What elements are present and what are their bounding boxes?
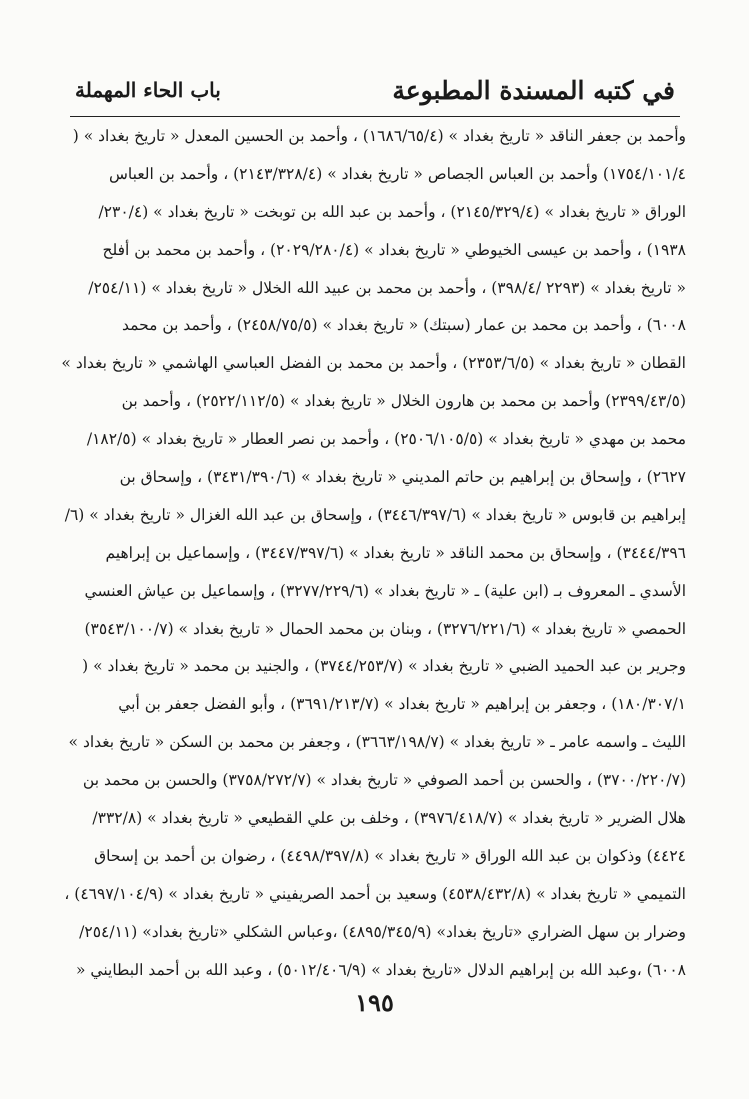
page-header (75, 70, 675, 110)
text-line: الوراق « تاريخ بغداد » (٢١٤٥/٣٢٩/٤) ، وأحمد بن عبد الله بن توبخت « تاريخ بغداد » (٢٣٠/٤/ (98, 202, 686, 221)
text-line: ١٨٠/٣٠٧/١) ، وجعفر بن إبراهيم « تاريخ بغداد » (٣٦٩١/٢١٣/٧) ، وأبو الفضل جعفر بن أبي (118, 695, 686, 714)
text-line: القطان « تاريخ بغداد » (٢٣٥٣/٦/٥) ، وأحمد بن محمد بن الفضل العباسي الهاشمي « تاريخ بغداد » (61, 354, 686, 373)
text-line: « تاريخ بغداد » (٢٢٩٣ /٣٩٨/٤) ، وأحمد بن محمد بن عبيد الله الخلال « تاريخ بغداد » (٢٥٤/١١/ (88, 278, 686, 297)
text-line: الليث ـ واسمه عامر ـ « تاريخ بغداد » (٣٦٦٣/١٩٨/٧) ، وجعفر بن محمد بن السكن « تاريخ بغداد » (68, 733, 686, 752)
text-line: الحمصي « تاريخ بغداد » (٣٢٧٦/٢٢١/٦) ، وبنان بن محمد الحمال « تاريخ بغداد » (٣٥٤٣/١٠٠/٧) (84, 619, 686, 638)
text-line: ١٩٣٨) ، وأحمد بن عيسى الخيوطي « تاريخ بغداد » (٢٠٢٩/٢٨٠/٤) ، وأحمد بن محمد بن أفلح (102, 240, 686, 259)
text-line: ٦٠٠٨) ، وأحمد بن محمد بن عمار (سبتك) « تاريخ بغداد » (٢٤٥٨/٧٥/٥) ، وأحمد بن محمد (122, 316, 686, 335)
text-line: التميمي « تاريخ بغداد » (٤٥٣٨/٤٣٢/٨) وسعيد بن أحمد الصريفيني « تاريخ بغداد » (٤٦٩٧/١٠٤/٩) ، (64, 884, 686, 903)
text-line: إبراهيم بن قابوس « تاريخ بغداد » (٣٤٤٦/٣٩٧/٦) ، وإسحاق بن عبد الله الغزال « تاريخ بغداد » (٦/ (64, 505, 686, 524)
text-line: ٢٦٢٧) ، وإسحاق بن إبراهيم بن حاتم المديني « تاريخ بغداد » (٣٤٣١/٣٩٠/٦) ، وإسحاق بن (119, 468, 686, 487)
text-line: محمد بن مهدي « تاريخ بغداد » (٢٥٠٦/١٠٥/٥) ، وأحمد بن نصر العطار « تاريخ بغداد » (١٨٢/٥/ (86, 430, 686, 449)
text-line: هلال الضرير « تاريخ بغداد » (٣٩٧٦/٤١٨/٧) ، وخلف بن علي القطيعي « تاريخ بغداد » (٣٣٢/٨/ (92, 809, 686, 828)
body-text (60, 118, 686, 989)
text-line: ٤٤٢٤) وذكوان بن عبد الله الوراق « تاريخ بغداد » (٤٤٩٨/٣٩٧/٨) ، رضوان بن أحمد بن إسحاق (94, 846, 686, 865)
book-title: في كتبه المسندة المطبوعة (392, 75, 675, 105)
chapter-title: باب الحاء المهملة (75, 78, 221, 102)
text-line: (٣٧٠٠/٢٢٠/٧) ، والحسن بن أحمد الصوفي « تاريخ بغداد » (٣٧٥٨/٢٧٢/٧) والحسن بن محمد بن (82, 771, 686, 790)
text-line: وضرار بن سهل الضراري «تاريخ بغداد» (٤٨٩٥/٣٤٥/٩) ،وعباس الشكلي «تاريخ بغداد» (٢٥٤/١١/ (79, 922, 686, 941)
text-line: (٢٣٩٩/٤٣/٥) وأحمد بن محمد بن هارون الخلال « تاريخ بغداد » (٢٥٢٢/١١٢/٥) ، وأحمد بن (121, 392, 686, 411)
text-line: ٣٤٤٤/٣٩٦) ، وإسحاق بن محمد الناقد « تاريخ بغداد » (٣٤٤٧/٣٩٧/٦) ، وإسماعيل بن إبراهيم (105, 543, 686, 562)
text-line: وجرير بن عبد الحميد الضبي « تاريخ بغداد » (٣٧٤٤/٢٥٣/٧) ، والجنيد بن محمد « تاريخ بغداد » ( (82, 657, 686, 676)
text-line: وأحمد بن جعفر الناقد « تاريخ بغداد » (١٦٨٦/٦٥/٤) ، وأحمد بن الحسين المعدل « تاريخ بغداد » ( (72, 127, 686, 145)
text-line: ٦٠٠٨) ،وعبد الله بن إبراهيم الدلال «تاريخ بغداد » (٥٠١٢/٤٠٦/٩) ، وعبد الله بن أحمد البطايني « (76, 960, 686, 979)
page-number: ١٩٥ (355, 988, 394, 1017)
header-rule (70, 116, 680, 117)
text-line: ١٧٥٤/١٠١/٤) وأحمد بن العباس الجصاص « تاريخ بغداد » (٢١٤٣/٣٢٨/٤) ، وأحمد بن العباس (109, 164, 686, 183)
text-line: الأسدي ـ المعروف بـ (ابن علية) ـ « تاريخ بغداد » (٣٢٧٧/٢٢٩/٦) ، وإسماعيل بن عياش العنسي (84, 581, 686, 600)
